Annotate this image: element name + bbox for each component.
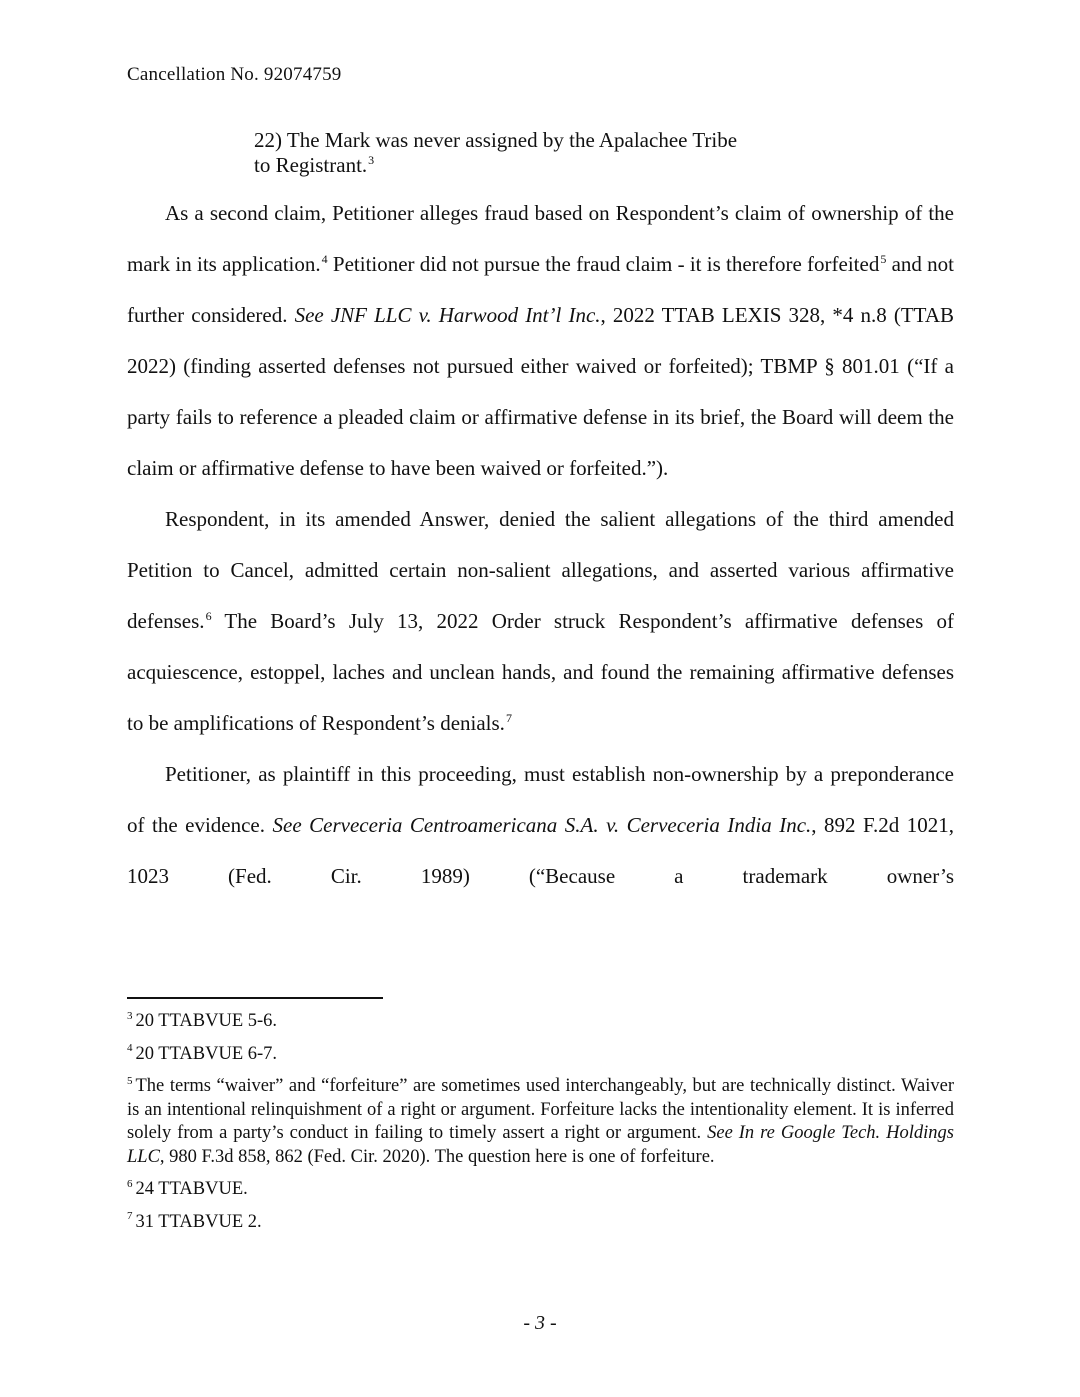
footnote-6 <box>127 1178 954 1202</box>
footnote-text: 20 TTABVUE 5-6. <box>135 1011 278 1031</box>
footnote-text: The terms “waiver” and “forfeiture” are sometimes used interchangeably, but are technically distinct. Waiver is an intentional relinquishment of a right or argument. Forfeiture lacks the intentionality element. It is inferred solely from a party’s conduct in failing to timely assert a right or argument. <box>127 1076 954 1143</box>
footnote-number: 7 <box>127 1210 133 1223</box>
footnote-text-after: , 980 F.3d 858, 862 (Fed. Cir. 2020). The question here is one of forfeiture. <box>159 1146 715 1167</box>
paragraph-amended-answer <box>127 494 954 749</box>
footnote-3 <box>127 1010 954 1034</box>
footnote-5 <box>127 1075 954 1169</box>
footnote-text: 31 TTABVUE 2. <box>135 1211 262 1232</box>
paragraph1-text-3: and not further considered. <box>127 252 955 327</box>
case-number-header: Cancellation No. 92074759 <box>127 64 342 85</box>
footnote-text: 20 TTABVUE 6-7. <box>135 1043 278 1064</box>
citation-google-tech: See In re Google Tech. Holdings LLC <box>127 1123 954 1167</box>
footnote-number: 6 <box>127 1177 133 1190</box>
footnote-number: 4 <box>127 1042 133 1055</box>
footnote-4 <box>127 1043 954 1067</box>
footnote-ref-5[interactable]: 5 <box>880 252 887 266</box>
footnotes <box>127 1010 954 1243</box>
footnote-number: 5 <box>127 1074 133 1087</box>
paragraph2-text-2: The Board’s July 13, 2022 Order struck Respondent’s affirmative defenses of acquiescence, estoppel, laches and unclean hands, and found the remaining affirmative defenses to be amplifications of Respondent’s denials. <box>127 609 954 735</box>
footnote-ref-3[interactable]: 3 <box>368 153 375 167</box>
paragraph2-text-1: Respondent, in its amended Answer, denied the salient allegations of the third amended Petition to Cancel, admitted certain non-salient allegations, and asserted various affirmative defenses. <box>127 507 954 633</box>
footnote-ref-4[interactable]: 4 <box>321 252 328 266</box>
body-text <box>127 188 954 902</box>
quote-line-2-text: to Registrant. <box>254 153 368 177</box>
citation-cerveceria: See Cerveceria Centroamericana S.A. v. Cerveceria India Inc. <box>272 813 812 837</box>
footnote-divider <box>127 997 383 999</box>
paragraph-fraud-claim <box>127 188 954 494</box>
footnote-text: 24 TTABVUE. <box>135 1179 248 1199</box>
footnote-ref-7[interactable]: 7 <box>505 711 512 725</box>
quote-line-1: 22) The Mark was never assigned by the Apalachee Tribe <box>254 128 738 152</box>
paragraph1-text-4: , 2022 TTAB LEXIS 328, *4 n.8 (TTAB 2022) (finding asserted defenses not pursued either waived or forfeited); TBMP § 801.01 (“If a party fails to reference a pleaded claim or affirmative defense in its brief, the Board will deem the claim or affirmative defense to have been waived or forfeited.”). <box>127 303 954 480</box>
footnote-7 <box>127 1211 954 1235</box>
block-quote <box>254 128 874 178</box>
footnote-number: 3 <box>127 1009 133 1022</box>
page-number: - 3 - <box>523 1312 557 1334</box>
paragraph1-text-2: Petitioner did not pursue the fraud claim - it is therefore forfeited <box>327 252 880 276</box>
paragraph3-text-2: , 892 F.2d 1021, 1023 (Fed. Cir. 1989) (“Because a trademark owner’s <box>127 813 954 888</box>
citation-jnf-harwood: See JNF LLC v. Harwood Int’l Inc. <box>294 303 601 327</box>
footnote-ref-6[interactable]: 6 <box>205 609 212 623</box>
quote-line-2 <box>254 153 874 178</box>
paragraph1-text-1: As a second claim, Petitioner alleges fraud based on Respondent’s claim of ownership of the mark in its application. <box>127 201 954 276</box>
paragraph-burden-of-proof <box>127 749 954 902</box>
paragraph3-text-1: Petitioner, as plaintiff in this proceeding, must establish non-ownership by a preponderance of the evidence. <box>127 762 954 837</box>
